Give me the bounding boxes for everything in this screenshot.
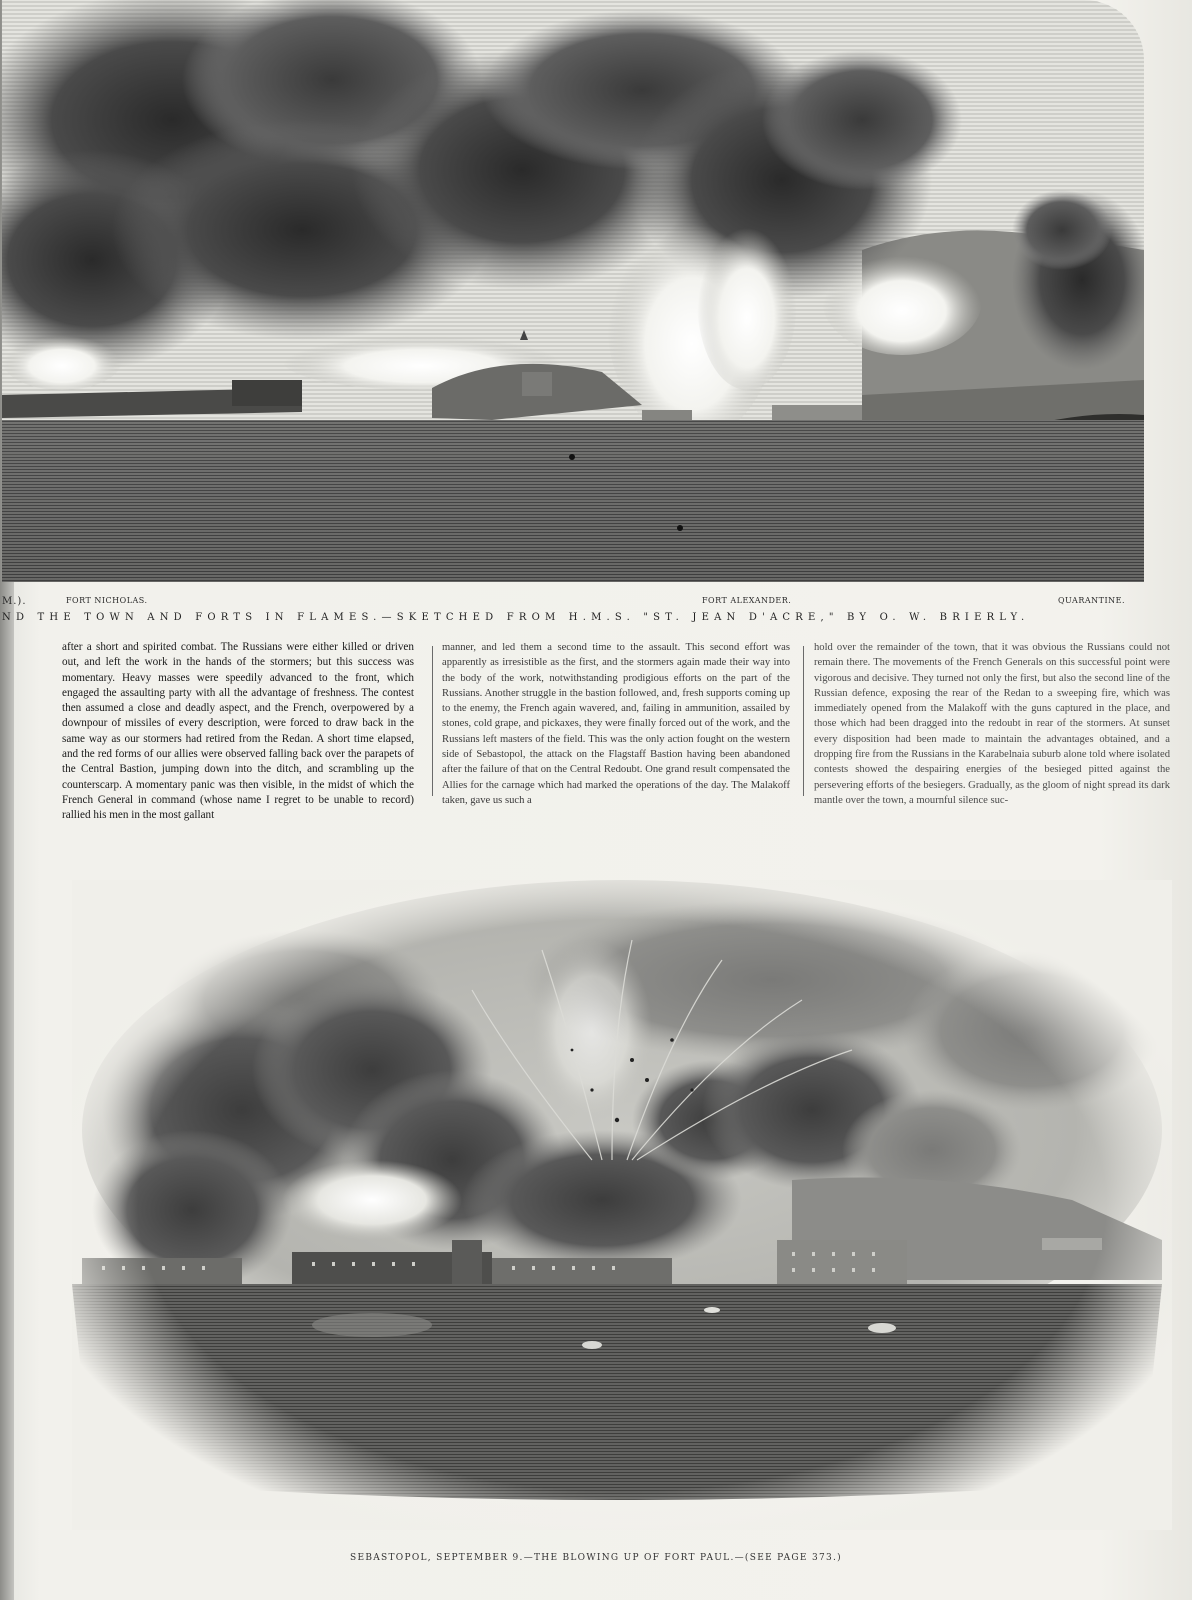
column-rule-2 <box>803 646 804 796</box>
column-rule-1 <box>432 646 433 796</box>
top-engraving-title: ND THE TOWN AND FORTS IN FLAMES.—SKETCHED FROM H.M.S. "ST. JEAN D'ACRE," BY O. W. BRIERLY. <box>2 612 1030 623</box>
article-column-3: hold over the remainder of the town, that it was obvious the Russians could not remain there. The movements of the French Generals on this successful point were vigorous and decisive. They turned not only the first, but also the second line of the Russian defence, exposing the rear of the Redan to a sweeping fire, which was immediately opened from the Malakoff with the guns captured in the place, and those which had been dragged into the redoubt in rear of the stormers. At sunset every disposition had been made to maintain the advantages obtained, and a dropping fire from the Russians in the Karabelnaia suburb alone told where isolated contests showed the despairing energies of the besieged pitted against the persevering efforts of the besiegers. Gradually, as the gloom of night spread its dark mantle over the town, a mournful silence suc- <box>814 642 1170 806</box>
town-and-forts-in-flames-engraving <box>2 0 1144 582</box>
label-fort-nicholas: FORT NICHOLAS. <box>66 596 148 605</box>
label-quarantine: QUARANTINE. <box>1058 596 1126 605</box>
top-engraving-place-labels <box>0 596 1192 610</box>
article-column-2: manner, and led them a second time to the assault. This second effort was apparently as irresistible as the first, and the stormers again made their way into the body of the work, notwithstanding prodigious efforts on the part of the Russians. Another struggle in the bastion followed, and, fresh supports coming up to the enemy, the French again wavered, and, failing in ammunition, assailed by stones, cold grape, and pickaxes, they were finally forced out of the work, and the Russians left masters of the field. This was the only action fought on the western side of Sebastopol, the attack on the Flagstaff Bastion having been abandoned after the failure of that on the Central Redoubt. One grand result compensated the Allies for the carnage which had marked the operations of the day. The Malakoff taken, gave us such a <box>442 642 790 806</box>
article-column-1: after a short and spirited combat. The Russians were either killed or driven out, and left the work in the hands of the stormers; but this success was momentary. Heavy masses were speedily advanced to the front, which engaged the assaulting party with all the advantage of freshness. The contest then assumed a close and deadly aspect, and the French, overpowered by a downpour of missiles of every description, were forced to draw back in the same way as our stormers had retired from the Redan. A short time elapsed, and the red forms of our allies were observed falling back over the parapets of the Central Bastion, jumping down into the ditch, and scrambling up the counterscarp. A momentary panic was then visible, in the midst of which the French General in command (whose name I regret to be unable to record) rallied his men in the most gallant <box>62 641 414 822</box>
blowing-up-of-fort-paul-engraving <box>72 880 1172 1530</box>
label-fort-alexander: FORT ALEXANDER. <box>702 596 792 605</box>
caption-left-fragment: M.). <box>2 596 27 607</box>
bottom-engraving-caption: SEBASTOPOL, SEPTEMBER 9.—THE BLOWING UP OF FORT PAUL.—(SEE PAGE 373.) <box>349 1553 842 1563</box>
